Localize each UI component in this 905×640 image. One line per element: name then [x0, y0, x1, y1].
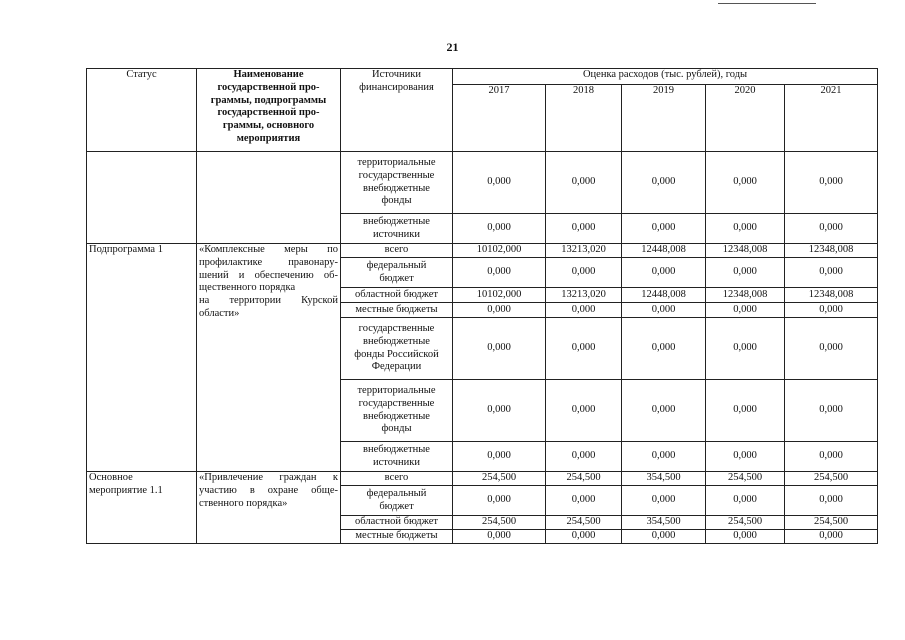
continuation-name [197, 152, 341, 244]
header-year: 2019 [622, 85, 706, 152]
header-estimate: Оценка расходов (тыс. рублей), годы [453, 69, 878, 85]
amount-cell: 0,000 [622, 530, 706, 544]
amount-cell: 12448,008 [622, 288, 706, 303]
amount-cell: 0,000 [453, 318, 546, 380]
page-number: 21 [446, 40, 459, 54]
amount-cell: 10102,000 [453, 288, 546, 303]
amount-cell: 0,000 [453, 258, 546, 288]
header-year: 2017 [453, 85, 546, 152]
table-row [87, 472, 878, 486]
funding-source: областной бюджет [341, 288, 453, 303]
funding-source: территориальные государственные внебюджетные фонды [341, 152, 453, 214]
amount-cell: 12348,008 [706, 244, 785, 258]
amount-cell: 0,000 [785, 318, 878, 380]
amount-cell: 0,000 [706, 258, 785, 288]
amount-cell: 0,000 [785, 486, 878, 516]
amount-cell: 0,000 [546, 380, 622, 442]
amount-cell: 0,000 [706, 318, 785, 380]
funding-source: внебюджетные источники [341, 214, 453, 244]
amount-cell: 0,000 [785, 442, 878, 472]
header-year: 2021 [785, 85, 878, 152]
amount-cell: 0,000 [706, 214, 785, 244]
amount-cell: 0,000 [453, 152, 546, 214]
amount-cell: 0,000 [706, 486, 785, 516]
amount-cell: 0,000 [546, 530, 622, 544]
funding-source: территориальные государственные внебюджетные фонды [341, 380, 453, 442]
budget-table [86, 68, 878, 544]
amount-cell: 254,500 [785, 516, 878, 530]
amount-cell: 0,000 [706, 303, 785, 318]
amount-cell: 0,000 [546, 442, 622, 472]
main-event-status: Основное мероприятие 1.1 [87, 472, 197, 544]
amount-cell: 12448,008 [622, 244, 706, 258]
amount-cell: 12348,008 [785, 244, 878, 258]
amount-cell: 0,000 [622, 258, 706, 288]
amount-cell: 254,500 [546, 472, 622, 486]
funding-source: федеральный бюджет [341, 486, 453, 516]
amount-cell: 13213,020 [546, 244, 622, 258]
subprogram-status: Подпрограмма 1 [87, 244, 197, 472]
amount-cell: 0,000 [706, 442, 785, 472]
funding-source: государственные внебюджетные фонды Российской Федерации [341, 318, 453, 380]
amount-cell: 0,000 [453, 442, 546, 472]
amount-cell: 12348,008 [785, 288, 878, 303]
amount-cell: 0,000 [546, 258, 622, 288]
subprogram-name: «Комплексные меры по профилактике правонару-шений и обеспечению об-щественного порядка на территории Курской области» [197, 244, 341, 472]
amount-cell: 254,500 [453, 472, 546, 486]
amount-cell: 0,000 [785, 380, 878, 442]
table-row [87, 244, 878, 258]
funding-source: федеральный бюджет [341, 258, 453, 288]
header-row [87, 69, 878, 85]
amount-cell: 0,000 [622, 214, 706, 244]
amount-cell: 0,000 [785, 258, 878, 288]
amount-cell: 0,000 [622, 486, 706, 516]
amount-cell: 0,000 [706, 380, 785, 442]
amount-cell: 0,000 [453, 486, 546, 516]
amount-cell: 0,000 [546, 152, 622, 214]
funding-source: всего [341, 472, 453, 486]
amount-cell: 0,000 [546, 303, 622, 318]
amount-cell: 0,000 [546, 214, 622, 244]
amount-cell: 254,500 [546, 516, 622, 530]
amount-cell: 0,000 [785, 303, 878, 318]
header-status: Статус [87, 69, 197, 152]
amount-cell: 0,000 [622, 303, 706, 318]
amount-cell: 0,000 [622, 152, 706, 214]
header-name: Наименование государственной про- граммы, подпрограммы государственной про- граммы, основного мероприятия [197, 69, 341, 152]
funding-source: внебюджетные источники [341, 442, 453, 472]
amount-cell: 0,000 [785, 152, 878, 214]
header-source: Источники финансирования [341, 69, 453, 152]
amount-cell: 0,000 [546, 318, 622, 380]
header-year: 2018 [546, 85, 622, 152]
funding-source: местные бюджеты [341, 530, 453, 544]
main-event-name: «Привлечение граждан к участию в охране обще-ственного порядка» [197, 472, 341, 544]
amount-cell: 254,500 [785, 472, 878, 486]
amount-cell: 0,000 [453, 214, 546, 244]
table-row [87, 152, 878, 214]
amount-cell: 0,000 [622, 318, 706, 380]
continuation-status [87, 152, 197, 244]
amount-cell: 0,000 [785, 214, 878, 244]
amount-cell: 0,000 [546, 486, 622, 516]
funding-source: областной бюджет [341, 516, 453, 530]
amount-cell: 0,000 [622, 380, 706, 442]
amount-cell: 354,500 [622, 516, 706, 530]
amount-cell: 0,000 [453, 303, 546, 318]
amount-cell: 13213,020 [546, 288, 622, 303]
amount-cell: 0,000 [622, 442, 706, 472]
amount-cell: 0,000 [706, 152, 785, 214]
amount-cell: 0,000 [453, 530, 546, 544]
amount-cell: 0,000 [785, 530, 878, 544]
amount-cell: 254,500 [706, 472, 785, 486]
amount-cell: 0,000 [706, 530, 785, 544]
corner-rule [718, 3, 816, 4]
amount-cell: 12348,008 [706, 288, 785, 303]
amount-cell: 254,500 [453, 516, 546, 530]
amount-cell: 254,500 [706, 516, 785, 530]
header-year: 2020 [706, 85, 785, 152]
funding-source: местные бюджеты [341, 303, 453, 318]
amount-cell: 10102,000 [453, 244, 546, 258]
amount-cell: 354,500 [622, 472, 706, 486]
amount-cell: 0,000 [453, 380, 546, 442]
funding-source: всего [341, 244, 453, 258]
